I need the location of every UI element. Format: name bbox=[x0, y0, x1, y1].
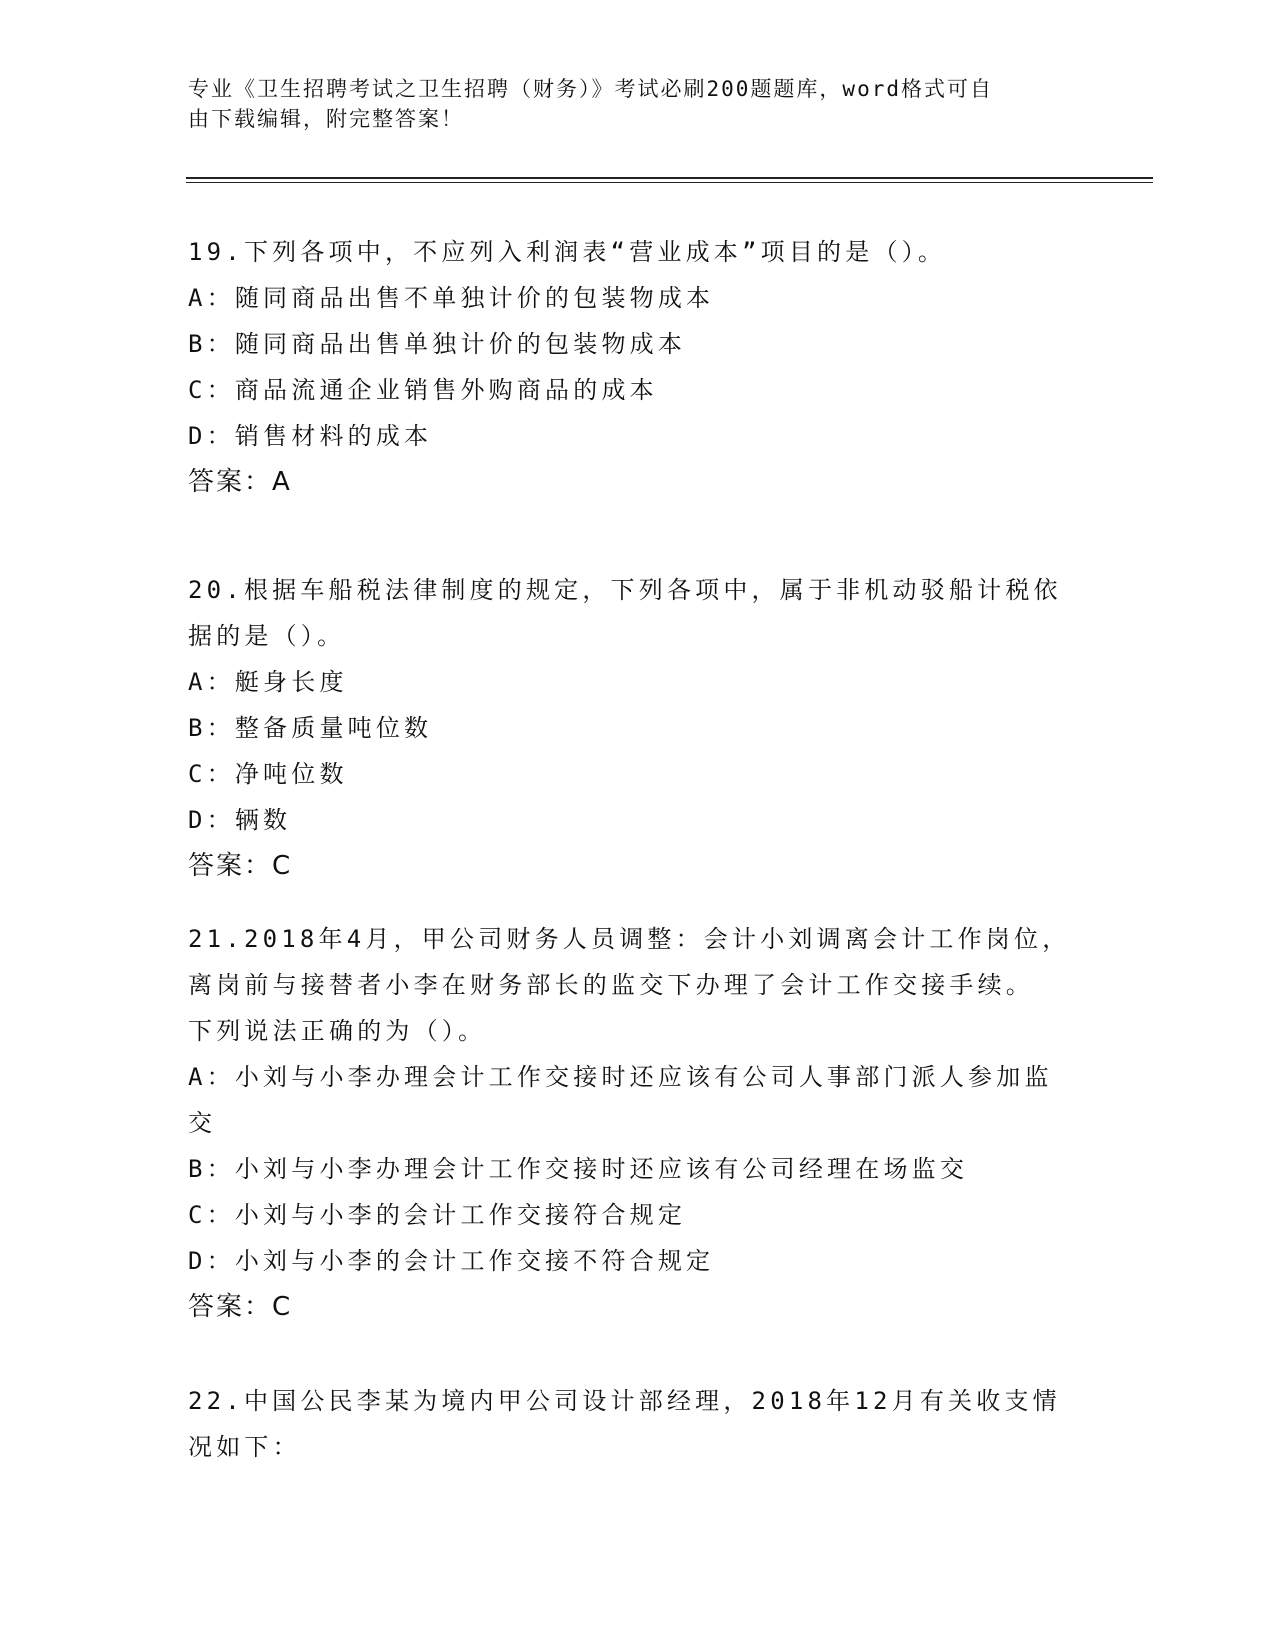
question-block bbox=[188, 916, 1088, 1330]
header-rule bbox=[186, 177, 1153, 179]
option-d: D：销售材料的成本 bbox=[188, 422, 433, 450]
option-c: C：小刘与小李的会计工作交接符合规定 bbox=[188, 1201, 687, 1229]
question-block bbox=[188, 567, 1088, 889]
question-stem: 20.根据车船税法律制度的规定，下列各项中，属于非机动驳船计税依 bbox=[188, 576, 1062, 604]
header-rule bbox=[186, 182, 1153, 183]
option-b: B：随同商品出售单独计价的包装物成本 bbox=[188, 330, 687, 358]
question-stem: 据的是（）。 bbox=[188, 622, 346, 650]
question-stem: 22.中国公民李某为境内甲公司设计部经理，2018年12月有关收支情 bbox=[188, 1387, 1061, 1415]
option-d: D：小刘与小李的会计工作交接不符合规定 bbox=[188, 1247, 715, 1275]
question-stem: 19.下列各项中，不应列入利润表“营业成本”项目的是（）。 bbox=[188, 238, 947, 266]
question-stem: 下列说法正确的为（）。 bbox=[188, 1017, 487, 1045]
option-c: C：净吨位数 bbox=[188, 760, 348, 788]
option-b: B：小刘与小李办理会计工作交接时还应该有公司经理在场监交 bbox=[188, 1155, 969, 1183]
answer-line: 答案：A bbox=[188, 467, 292, 497]
option-a: A：随同商品出售不单独计价的包装物成本 bbox=[188, 284, 715, 312]
document-header bbox=[188, 74, 1088, 134]
answer-line: 答案：C bbox=[188, 1292, 293, 1322]
question-stem: 21.2018年4月，甲公司财务人员调整：会计小刘调离会计工作岗位， bbox=[188, 925, 1071, 953]
question-stem: 况如下： bbox=[188, 1433, 301, 1461]
option-a-continued: 交 bbox=[188, 1109, 217, 1137]
option-b: B：整备质量吨位数 bbox=[188, 714, 433, 742]
question-stem: 离岗前与接替者小李在财务部长的监交下办理了会计工作交接手续。 bbox=[188, 971, 1034, 999]
option-a: A：小刘与小李办理会计工作交接时还应该有公司人事部门派人参加监 bbox=[188, 1063, 1053, 1091]
option-d: D：辆数 bbox=[188, 806, 292, 834]
header-line: 由下载编辑，附完整答案！ bbox=[188, 107, 464, 131]
question-block bbox=[188, 229, 1088, 505]
answer-line: 答案：C bbox=[188, 851, 293, 881]
header-line: 专业《卫生招聘考试之卫生招聘（财务）》考试必刷200题题库，word格式可自 bbox=[188, 77, 993, 101]
option-a: A：艇身长度 bbox=[188, 668, 348, 696]
option-c: C：商品流通企业销售外购商品的成本 bbox=[188, 376, 658, 404]
question-block bbox=[188, 1378, 1088, 1470]
